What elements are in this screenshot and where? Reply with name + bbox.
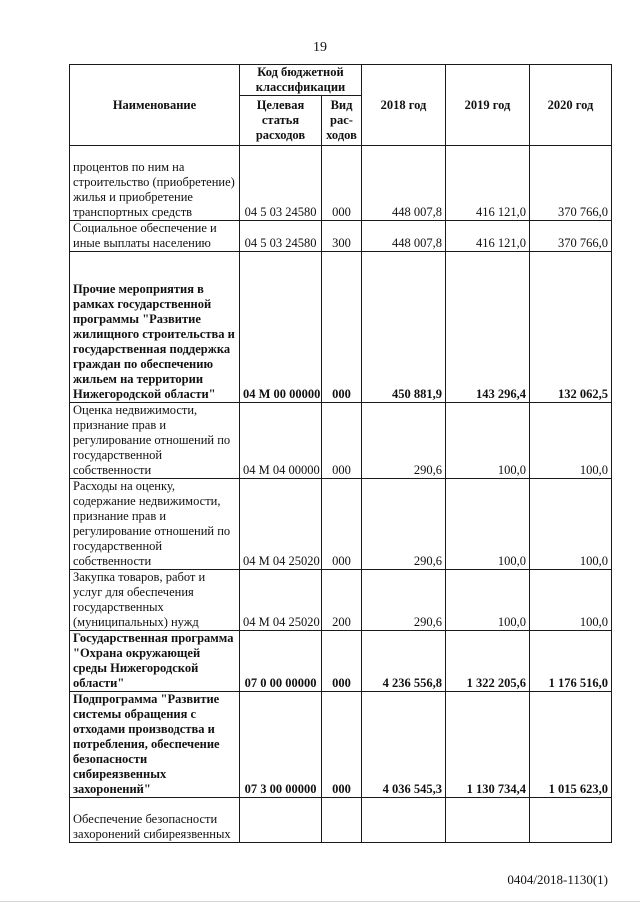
- table-row: [70, 479, 612, 570]
- row-name: Оценка недвижимости, признание прав и регулирование отношений по государственной собственности: [70, 403, 240, 479]
- header-2020: 2020 год: [530, 65, 612, 146]
- row-kind-code: 000: [322, 252, 362, 403]
- row-value-2019: 100,0: [446, 403, 530, 479]
- row-value-2018: 4 036 545,3: [362, 692, 446, 798]
- table-row: [70, 631, 612, 692]
- table-row: [70, 221, 612, 252]
- row-target-code: [240, 798, 322, 843]
- row-target-code: 04 М 00 00000: [240, 252, 322, 403]
- row-value-2019: 143 296,4: [446, 252, 530, 403]
- row-name: Расходы на оценку, содержание недвижимости, признание прав и регулирование отношений по государственной собственности: [70, 479, 240, 570]
- row-value-2020: 100,0: [530, 479, 612, 570]
- row-target-code: 04 М 04 00000: [240, 403, 322, 479]
- row-name: Подпрограмма "Развитие системы обращения с отходами производства и потребления, обеспечение безопасности сибиреязвенных захоронений": [70, 692, 240, 798]
- header-2019: 2019 год: [446, 65, 530, 146]
- row-name: процентов по ним на строительство (приобретение) жилья и приобретение транспортных средств: [70, 146, 240, 221]
- row-name: Прочие мероприятия в рамках государственной программы "Развитие жилищного строительства и государственная поддержка граждан по обеспечению жильем на территории Нижегородской области": [70, 252, 240, 403]
- table-body: [70, 146, 612, 843]
- header-code-group: Код бюджетной классификации: [240, 65, 362, 96]
- row-value-2020: 370 766,0: [530, 146, 612, 221]
- row-value-2018: 450 881,9: [362, 252, 446, 403]
- row-target-code: 04 5 03 24580: [240, 146, 322, 221]
- header-kind: Вид рас- ходов: [322, 96, 362, 146]
- row-kind-code: 300: [322, 221, 362, 252]
- document-code: 0404/2018-1130(1): [507, 872, 608, 887]
- row-kind-code: 000: [322, 403, 362, 479]
- row-value-2018: 290,6: [362, 403, 446, 479]
- row-value-2020: 100,0: [530, 570, 612, 631]
- table-header: [70, 65, 612, 146]
- row-kind-code: [322, 798, 362, 843]
- row-value-2018: 448 007,8: [362, 146, 446, 221]
- row-kind-code: 000: [322, 146, 362, 221]
- table-row: [70, 252, 612, 403]
- row-value-2020: 370 766,0: [530, 221, 612, 252]
- row-value-2019: [446, 798, 530, 843]
- row-value-2019: 1 130 734,4: [446, 692, 530, 798]
- row-value-2019: 1 322 205,6: [446, 631, 530, 692]
- row-value-2018: 448 007,8: [362, 221, 446, 252]
- row-value-2018: 290,6: [362, 570, 446, 631]
- header-2018: 2018 год: [362, 65, 446, 146]
- table-row: [70, 570, 612, 631]
- row-target-code: 04 5 03 24580: [240, 221, 322, 252]
- row-value-2018: 4 236 556,8: [362, 631, 446, 692]
- row-target-code: 07 0 00 00000: [240, 631, 322, 692]
- row-kind-code: 200: [322, 570, 362, 631]
- page-number: 19: [313, 40, 327, 55]
- row-value-2020: 1 176 516,0: [530, 631, 612, 692]
- row-name: Закупка товаров, работ и услуг для обеспечения государственных (муниципальных) нужд: [70, 570, 240, 631]
- header-target: Целевая статья расходов: [240, 96, 322, 146]
- row-target-code: 04 М 04 25020: [240, 570, 322, 631]
- row-value-2019: 100,0: [446, 570, 530, 631]
- row-value-2018: [362, 798, 446, 843]
- row-kind-code: 000: [322, 692, 362, 798]
- row-value-2018: 290,6: [362, 479, 446, 570]
- row-name: Социальное обеспечение и иные выплаты населению: [70, 221, 240, 252]
- row-value-2020: 132 062,5: [530, 252, 612, 403]
- row-kind-code: 000: [322, 479, 362, 570]
- row-kind-code: 000: [322, 631, 362, 692]
- row-name: Государственная программа "Охрана окружающей среды Нижегородской области": [70, 631, 240, 692]
- table-row: [70, 403, 612, 479]
- row-value-2019: 416 121,0: [446, 146, 530, 221]
- row-value-2019: 100,0: [446, 479, 530, 570]
- budget-table: [69, 64, 612, 843]
- row-target-code: 04 М 04 25020: [240, 479, 322, 570]
- row-name: Обеспечение безопасности захоронений сибиреязвенных: [70, 798, 240, 843]
- row-value-2020: [530, 798, 612, 843]
- table-row: [70, 146, 612, 221]
- table-row: [70, 692, 612, 798]
- row-value-2020: 1 015 623,0: [530, 692, 612, 798]
- scan-edge-line: [0, 901, 640, 902]
- header-name: Наименование: [70, 65, 240, 146]
- row-value-2019: 416 121,0: [446, 221, 530, 252]
- table-row: [70, 798, 612, 843]
- row-value-2020: 100,0: [530, 403, 612, 479]
- row-target-code: 07 3 00 00000: [240, 692, 322, 798]
